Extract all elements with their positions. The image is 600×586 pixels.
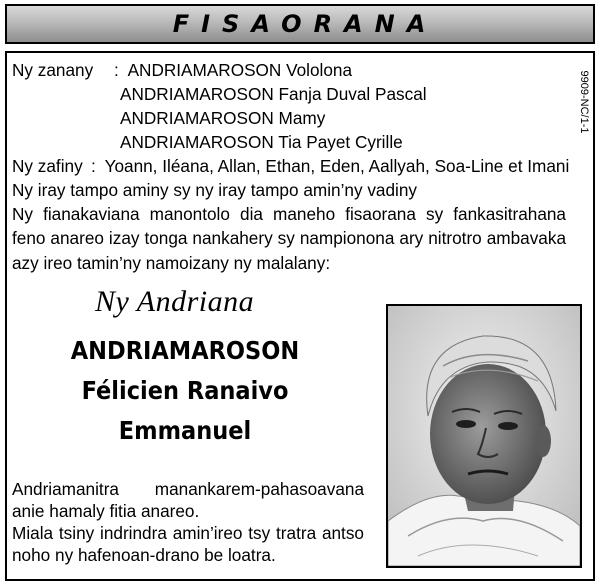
closing-line-1: Andriamanitra manankarem-pahasoavana anie hamaly fitia anareo.: [12, 479, 364, 521]
zanany-name-2: ANDRIAMAROSON Fanja Duval Pascal: [120, 84, 427, 104]
thanks-message: Ny fianakaviana manontolo dia maneho fisaorana sy fankasitrahana feno anareo izay tonga nankahery sy nampionona ary nitrotro ambavaka azy ireo tamin’ny namoizany ny malalany:: [12, 204, 566, 273]
reference-text: 9909-NC/1-1: [578, 70, 590, 134]
page-title: FISAORANA: [172, 10, 438, 38]
zanany-label: Ny zanany: [12, 60, 94, 80]
zafiny-names: Yoann, Iléana, Allan, Ethan, Eden, Aallyah, Soa-Line et Imani: [104, 156, 570, 176]
deceased-given-names-2: Emmanuel: [118, 416, 252, 445]
zafiny-row: [12, 154, 569, 178]
deceased-honorific: Ny Andriana: [95, 285, 255, 318]
deceased-surname: ANDRIAMAROSON: [70, 336, 300, 365]
header-banner: [5, 4, 595, 44]
deceased-photo: [386, 304, 582, 568]
zafiny-separator: :: [91, 156, 96, 176]
deceased-given-names-1: Félicien Ranaivo: [81, 376, 289, 405]
reference-code: [576, 64, 590, 144]
zanany-name-1: ANDRIAMAROSON Vololona: [127, 60, 353, 80]
iray-tampo-line: Ny iray tampo aminy sy ny iray tampo amin’ny vadiny: [12, 180, 418, 200]
zanany-name-4: ANDRIAMAROSON Tia Payet Cyrille: [120, 132, 403, 152]
portrait-image: [388, 306, 580, 566]
zanany-row: [12, 58, 352, 82]
zanany-name-3: ANDRIAMAROSON Mamy: [120, 108, 326, 128]
closing-line-2: Miala tsiny indrindra amin’ireo tsy tratra antso noho ny hafenoan-drano be loatra.: [12, 523, 364, 565]
zafiny-label: Ny zafiny: [12, 156, 83, 176]
zanany-separator: :: [114, 60, 119, 80]
